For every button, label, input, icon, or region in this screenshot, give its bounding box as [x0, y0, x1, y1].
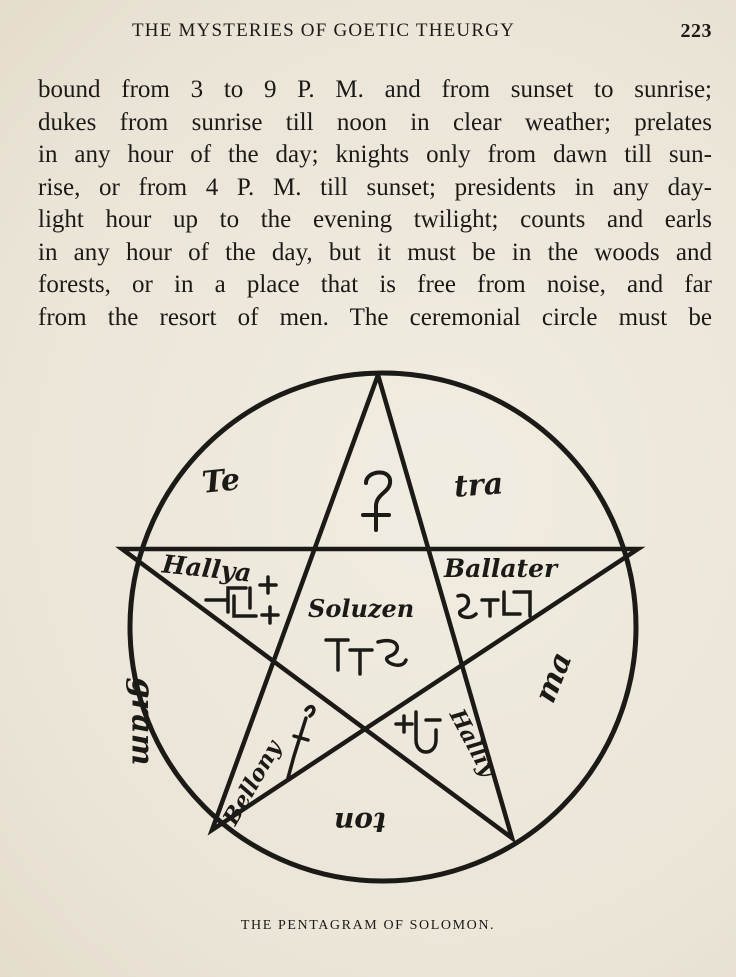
text-line: from the resort of men. The ceremonial circle must be: [38, 303, 712, 331]
text-line: dukes from sunrise till noon in clear weather; prelates: [38, 108, 712, 136]
running-title: THE MYSTERIES OF GOETIC THEURGY: [132, 20, 516, 41]
text-line: light hour up to the evening twilight; counts and earls: [38, 206, 712, 233]
body-text: [38, 74, 712, 334]
page-number: 223: [680, 20, 712, 42]
label-left-point: Hallya: [160, 549, 253, 588]
text-line: bound from 3 to 9 P. M. and from sunset to sunrise;: [38, 76, 712, 103]
text-line: in any hour of the day; knights only from dawn till sun-: [38, 141, 712, 168]
top-sigil: [363, 472, 390, 530]
right-sigil: [458, 592, 530, 617]
label-center: Soluzen: [308, 594, 415, 623]
text-line: in any hour of the day, but it must be in the woods and: [38, 238, 712, 266]
label-bottom-outer: ton: [334, 806, 386, 839]
label-lower-left-point: Bellony: [217, 736, 287, 830]
label-lower-right-point: Halliy: [443, 704, 502, 782]
text-line: forests, or in a place that is free from noise, and far: [38, 271, 712, 298]
running-head: [0, 20, 736, 50]
outer-circle: [130, 373, 636, 881]
figure-caption: THE PENTAGRAM OF SOLOMON.: [240, 918, 496, 933]
label-left-outer: gram: [124, 677, 160, 766]
lower-right-sigil: [396, 712, 440, 752]
label-top-left: Te: [200, 462, 242, 501]
text-line: rise, or from 4 P. M. till sunset; presidents in any day-: [38, 173, 712, 201]
label-right-point: Ballater: [444, 554, 558, 583]
pentagram-figure: [110, 360, 656, 900]
center-sigil: [326, 640, 406, 674]
label-top-right: tra: [452, 466, 505, 505]
label-right-outer: ma: [527, 647, 580, 708]
